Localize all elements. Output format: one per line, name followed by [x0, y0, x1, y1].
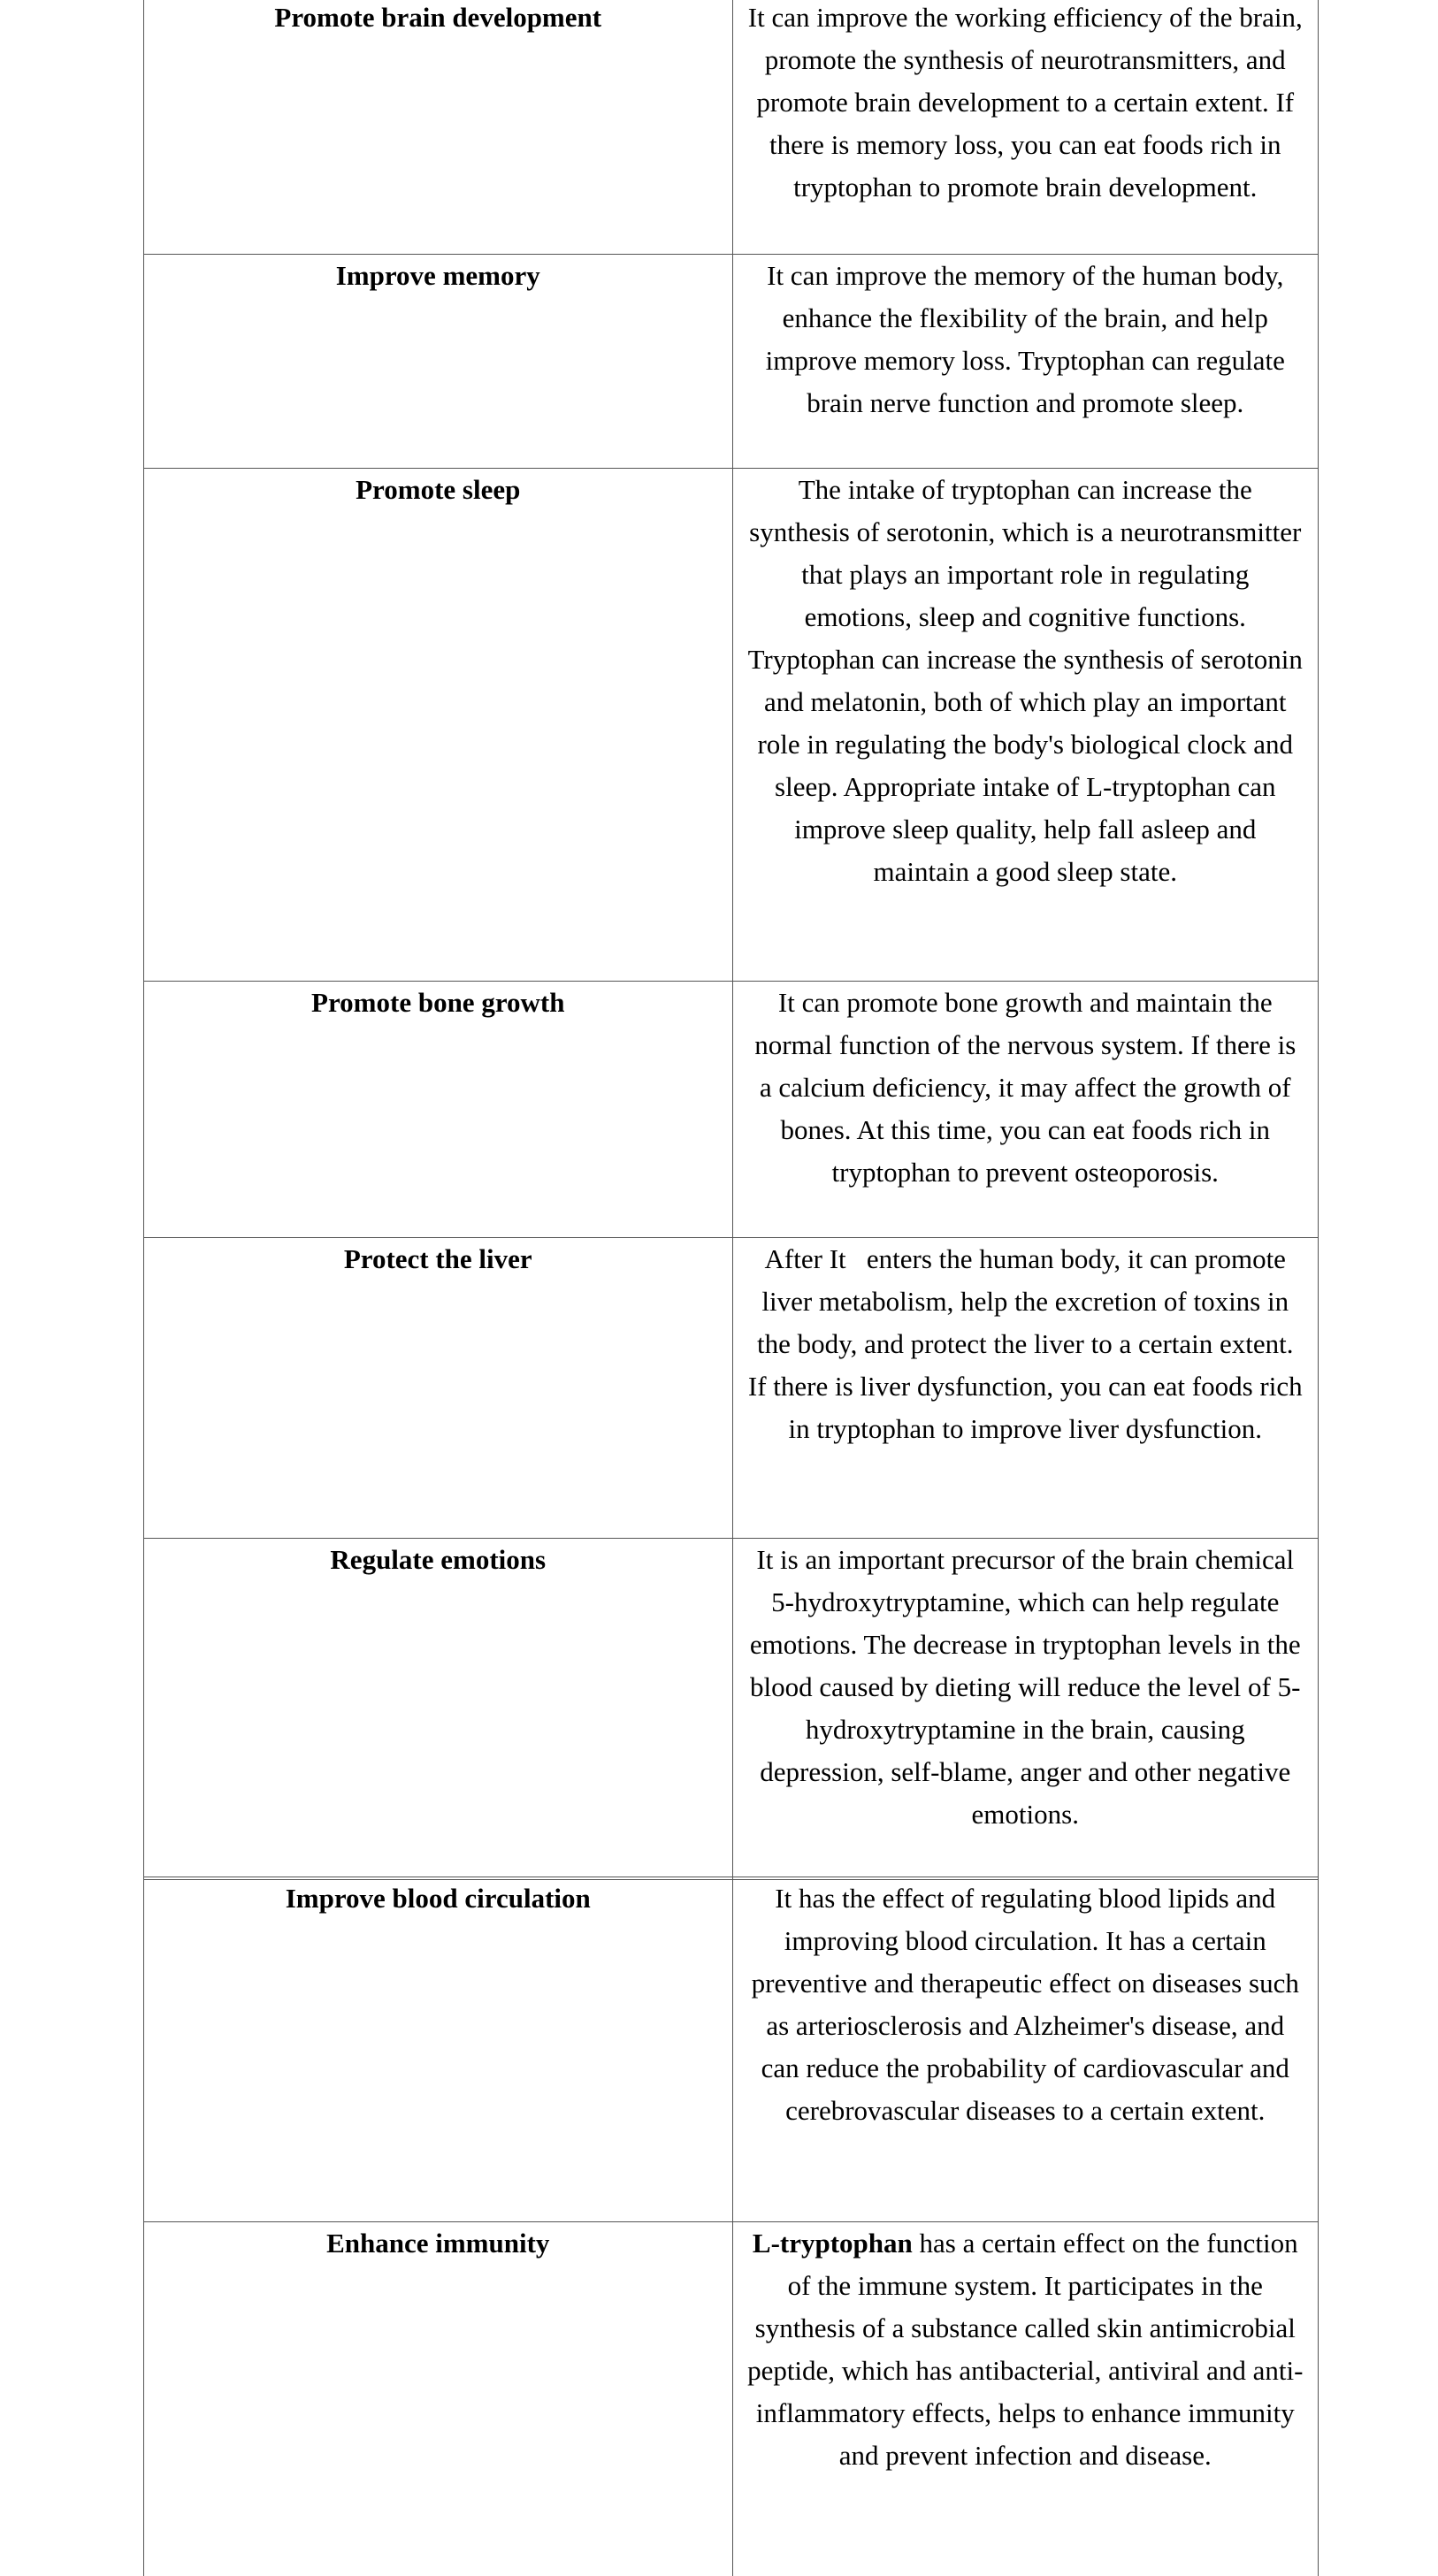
benefit-name: Promote bone growth [144, 981, 733, 1237]
table-row [144, 1237, 1319, 1538]
benefit-description: It has the effect of regulating blood lipids and improving blood circulation. It has a certain preventive and therapeutic effect on diseases such as arteriosclerosis and Alzheimer's disease, and can reduce the probability of cardiovascular and cerebrovascular diseases to a certain extent. [732, 1877, 1319, 2222]
benefit-name: Improve memory [144, 254, 733, 468]
benefit-name: Promote sleep [144, 468, 733, 981]
benefits-table-bottom [143, 1877, 1319, 2576]
benefit-description: It can promote bone growth and maintain the normal function of the nervous system. If there is a calcium deficiency, it may affect the growth of bones. At this time, you can eat foods rich in tryptophan to prevent osteoporosis. [732, 981, 1319, 1237]
benefit-description: After It enters the human body, it can promote liver metabolism, help the excretion of toxins in the body, and protect the liver to a certain extent. If there is liver dysfunction, you can eat foods rich in tryptophan to improve liver dysfunction. [732, 1237, 1319, 1538]
benefit-description: It is an important precursor of the brain chemical 5-hydroxytryptamine, which can help regulate emotions. The decrease in tryptophan levels in the blood caused by dieting will reduce the level of 5-hydroxytryptamine in the brain, causing depression, self-blame, anger and other negative emotions. [732, 1538, 1319, 1879]
benefit-description-text: has a certain effect on the function of the immune system. It participates in the synthesis of a substance called skin antimicrobial peptide, which has antibacterial, antiviral and anti-inflammatory effects, helps to enhance immunity and prevent infection and disease. [747, 2228, 1304, 2471]
table-row [144, 1538, 1319, 1879]
benefit-description [732, 2222, 1319, 2576]
benefit-name: Promote brain development [144, 0, 733, 254]
benefit-name: Regulate emotions [144, 1538, 733, 1879]
benefit-description: It can improve the memory of the human body, enhance the flexibility of the brain, and help improve memory loss. Tryptophan can regulate brain nerve function and promote sleep. [732, 254, 1319, 468]
table-row [144, 1877, 1319, 2222]
table-row [144, 254, 1319, 468]
benefit-name: Protect the liver [144, 1237, 733, 1538]
benefits-table-top [143, 0, 1319, 1880]
benefit-description-lead: L-tryptophan [752, 2228, 913, 2259]
table-row [144, 468, 1319, 981]
benefit-name: Enhance immunity [144, 2222, 733, 2576]
benefit-description: It can improve the working efficiency of the brain, promote the synthesis of neurotransmitters, and promote brain development to a certain extent. If there is memory loss, you can eat foods rich in tryptophan to promote brain development. [732, 0, 1319, 254]
benefit-name: Improve blood circulation [144, 1877, 733, 2222]
table-row [144, 0, 1319, 254]
table-row [144, 981, 1319, 1237]
table-row [144, 2222, 1319, 2576]
benefit-description: The intake of tryptophan can increase the synthesis of serotonin, which is a neurotransmitter that plays an important role in regulating emotions, sleep and cognitive functions. Tryptophan can increase the synthesis of serotonin and melatonin, both of which play an important role in regulating the body's biological clock and sleep. Appropriate intake of L-tryptophan can improve sleep quality, help fall asleep and maintain a good sleep state. [732, 468, 1319, 981]
